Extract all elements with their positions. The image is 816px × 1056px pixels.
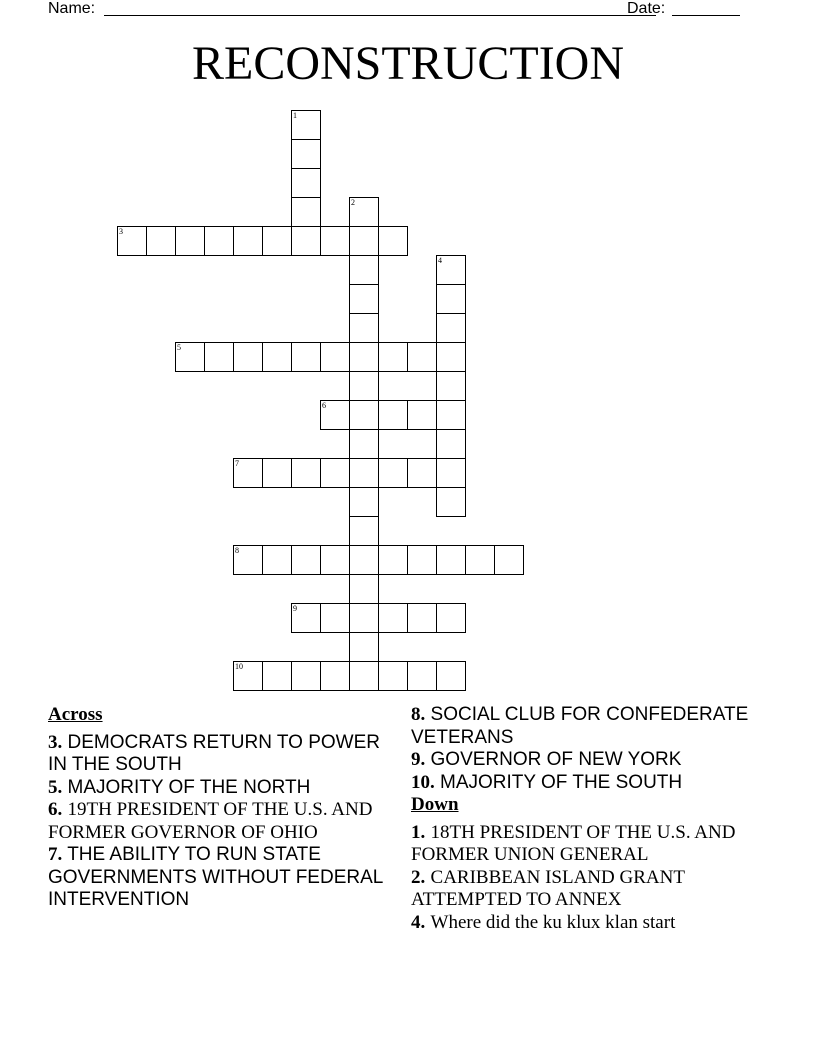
- crossword-cell[interactable]: [436, 371, 466, 401]
- crossword-cell[interactable]: [349, 487, 379, 517]
- crossword-cell[interactable]: [349, 226, 379, 256]
- crossword-cell[interactable]: [349, 197, 379, 227]
- crossword-cell[interactable]: [407, 400, 437, 430]
- clue-number-label: 2: [351, 198, 355, 207]
- crossword-cell[interactable]: [233, 458, 263, 488]
- crossword-cell[interactable]: [349, 516, 379, 546]
- clue-down-2: 2. CARIBBEAN ISLAND GRANT ATTEMPTED TO ANNEX: [411, 866, 685, 910]
- crossword-cell[interactable]: [349, 574, 379, 604]
- crossword-cell[interactable]: [291, 226, 321, 256]
- crossword-cell[interactable]: [291, 661, 321, 691]
- clue-number-label: 8: [235, 546, 239, 555]
- crossword-cell[interactable]: [407, 545, 437, 575]
- crossword-cell[interactable]: [378, 458, 408, 488]
- clues-right-column: [411, 704, 761, 934]
- clues-left-column: [48, 704, 388, 912]
- crossword-cell[interactable]: [436, 458, 466, 488]
- crossword-cell[interactable]: [349, 545, 379, 575]
- crossword-cell[interactable]: [349, 661, 379, 691]
- clue-down-1: 1. 18TH PRESIDENT OF THE U.S. AND FORMER UNION GENERAL: [411, 821, 736, 865]
- crossword-cell[interactable]: [291, 197, 321, 227]
- clue-across-9: 9. GOVERNOR OF NEW YORK: [411, 749, 682, 770]
- crossword-cell[interactable]: [436, 603, 466, 633]
- clue-across-5: 5. MAJORITY OF THE NORTH: [48, 776, 311, 798]
- crossword-cell[interactable]: [436, 429, 466, 459]
- crossword-cell[interactable]: [117, 226, 147, 256]
- clue-number-label: 7: [235, 459, 239, 468]
- crossword-cell[interactable]: [175, 342, 205, 372]
- clue-across-3: 3. DEMOCRATS RETURN TO POWER IN THE SOUTH: [48, 731, 380, 775]
- clue-number-label: 10: [235, 662, 243, 671]
- crossword-cell[interactable]: [378, 545, 408, 575]
- crossword-cell[interactable]: [407, 342, 437, 372]
- crossword-cell[interactable]: [465, 545, 495, 575]
- crossword-cell[interactable]: [349, 632, 379, 662]
- crossword-cell[interactable]: [262, 661, 292, 691]
- clue-down-4: 4. Where did the ku klux klan start: [411, 911, 676, 933]
- crossword-cell[interactable]: [407, 661, 437, 691]
- crossword-cell[interactable]: [349, 371, 379, 401]
- crossword-cell[interactable]: [407, 603, 437, 633]
- date-label: Date:: [627, 0, 666, 17]
- crossword-cell[interactable]: [349, 255, 379, 285]
- crossword-cell[interactable]: [262, 545, 292, 575]
- crossword-cell[interactable]: [291, 342, 321, 372]
- crossword-cell[interactable]: [378, 226, 408, 256]
- crossword-cell[interactable]: [407, 458, 437, 488]
- name-label: Name:: [48, 0, 96, 17]
- clue-across-8: 8. SOCIAL CLUB FOR CONFEDERATE VETERANS: [411, 704, 749, 748]
- crossword-cell[interactable]: [378, 603, 408, 633]
- crossword-cell[interactable]: [233, 661, 263, 691]
- crossword-cell[interactable]: [204, 342, 234, 372]
- crossword-cell[interactable]: [291, 139, 321, 169]
- clue-number-label: 5: [177, 343, 181, 352]
- across-heading: Across: [48, 704, 103, 725]
- crossword-cell[interactable]: [349, 342, 379, 372]
- crossword-cell[interactable]: [349, 313, 379, 343]
- crossword-cell[interactable]: [320, 458, 350, 488]
- crossword-cell[interactable]: [320, 603, 350, 633]
- crossword-cell[interactable]: [436, 255, 466, 285]
- crossword-cell[interactable]: [320, 226, 350, 256]
- crossword-cell[interactable]: [436, 661, 466, 691]
- crossword-cell[interactable]: [320, 342, 350, 372]
- page-title: RECONSTRUCTION: [191, 37, 625, 90]
- crossword-cell[interactable]: [262, 226, 292, 256]
- clue-number-label: 4: [438, 256, 442, 265]
- crossword-cell[interactable]: [378, 342, 408, 372]
- crossword-cell[interactable]: [291, 603, 321, 633]
- crossword-cell[interactable]: [436, 342, 466, 372]
- crossword-cell[interactable]: [146, 226, 176, 256]
- crossword-cell[interactable]: [349, 429, 379, 459]
- crossword-cell[interactable]: [233, 342, 263, 372]
- crossword-cell[interactable]: [291, 110, 321, 140]
- crossword-cell[interactable]: [349, 603, 379, 633]
- crossword-cell[interactable]: [320, 545, 350, 575]
- crossword-cell[interactable]: [349, 284, 379, 314]
- crossword-cell[interactable]: [233, 226, 263, 256]
- crossword-cell[interactable]: [349, 458, 379, 488]
- crossword-cell[interactable]: [291, 458, 321, 488]
- clue-across-6: 6. 19TH PRESIDENT OF THE U.S. AND FORMER GOVERNOR OF OHIO: [48, 799, 373, 843]
- crossword-cell[interactable]: [436, 545, 466, 575]
- down-heading: Down: [411, 794, 459, 815]
- clue-number-label: 3: [119, 227, 123, 236]
- clue-across-7: 7. THE ABILITY TO RUN STATE GOVERNMENTS WITHOUT FEDERAL INTERVENTION: [48, 844, 383, 910]
- crossword-cell[interactable]: [175, 226, 205, 256]
- clue-across-10: 10. MAJORITY OF THE SOUTH: [411, 771, 683, 793]
- crossword-cell[interactable]: [233, 545, 263, 575]
- crossword-cell[interactable]: [436, 284, 466, 314]
- crossword-cell[interactable]: [291, 168, 321, 198]
- crossword-cell[interactable]: [349, 400, 379, 430]
- crossword-cell[interactable]: [494, 545, 524, 575]
- crossword-cell[interactable]: [436, 313, 466, 343]
- crossword-cell[interactable]: [262, 342, 292, 372]
- crossword-cell[interactable]: [378, 661, 408, 691]
- crossword-cell[interactable]: [320, 400, 350, 430]
- crossword-cell[interactable]: [436, 487, 466, 517]
- crossword-cell[interactable]: [291, 545, 321, 575]
- clue-number-label: 6: [322, 401, 326, 410]
- clue-number-label: 1: [293, 111, 297, 120]
- crossword-cell[interactable]: [378, 400, 408, 430]
- crossword-cell[interactable]: [320, 661, 350, 691]
- crossword-cell[interactable]: [436, 400, 466, 430]
- clue-number-label: 9: [293, 604, 297, 613]
- crossword-cell[interactable]: [204, 226, 234, 256]
- crossword-cell[interactable]: [262, 458, 292, 488]
